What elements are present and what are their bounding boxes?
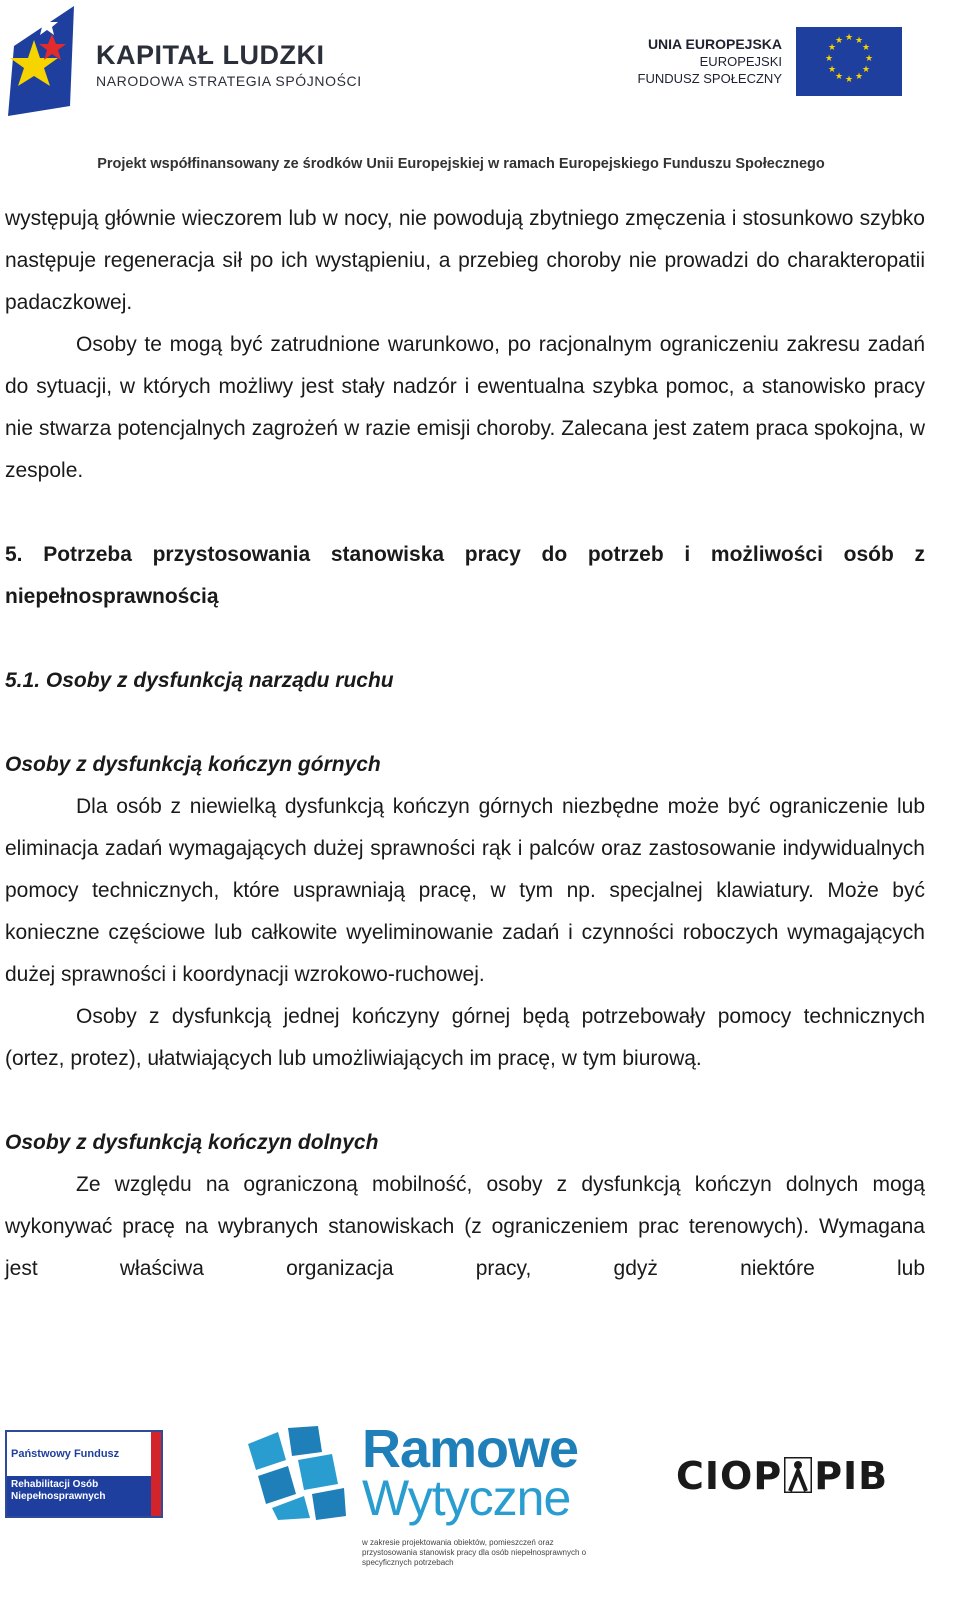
svg-text:★: ★: [827, 43, 837, 53]
page-footer: [0, 1420, 960, 1621]
paragraph-5: Ze względu na ograniczoną mobilność, osoby z dysfunkcją kończyn dolnych mogą wykonywać pracę na wybranych stanowiskach (z ograniczeniem prac terenowych). Wymagana jest właściwa organizacja pracy, gdyż niektóre lub: [5, 1173, 925, 1280]
kapital-ludzki-title: KAPITAŁ LUDZKI: [96, 40, 325, 70]
paragraph-3: Dla osób z niewielką dysfunkcją kończyn górnych niezbędne może być ograniczenie lub eliminacja zadań wymagających dużej sprawności rąk i palców oraz zastosowanie indywidualnych pomocy technicznych, które usprawniają pracę, w tym np. specjalnej klawiatury. Może być konieczne częściowe lub całkowite wyeliminowanie zadań i czynności roboczych wymagających dużej sprawności i koordynacji wzrokowo-ruchowej.: [5, 795, 925, 986]
pfron-line-1: Państwowy Fundusz: [11, 1448, 120, 1460]
eu-line-2: EUROPEJSKI: [699, 54, 782, 69]
eu-line-1: UNIA EUROPEJSKA: [647, 36, 782, 52]
subheading-lower-limbs: Osoby z dysfunkcją kończyn dolnych: [5, 1131, 379, 1154]
svg-text:★: ★: [844, 33, 854, 43]
svg-text:★: ★: [834, 36, 844, 46]
svg-text:★: ★: [834, 72, 844, 82]
section-heading-5: 5. Potrzeba przystosowania stanowiska pracy do potrzeb i możliwości osób z niepełnosprawnością: [5, 543, 925, 608]
svg-text:★: ★: [864, 54, 874, 64]
document-body: [5, 198, 925, 1290]
svg-text:★: ★: [861, 65, 871, 75]
ciop-text: CIOP: [676, 1454, 783, 1498]
page-header: [0, 0, 960, 190]
svg-text:★: ★: [844, 75, 854, 85]
section-heading-5-1: 5.1. Osoby z dysfunkcją narządu ruchu: [5, 669, 394, 692]
ramowe-wytyczne-caption: w zakresie projektowania obiektów, pomieszczeń oraz przystosowania stanowisk pracy dla osób niepełnosprawnych o specyficznych potrzebach: [362, 1538, 587, 1567]
ciop-pib-logo: [676, 1454, 888, 1498]
pib-text: PIB: [814, 1454, 889, 1498]
kapital-ludzki-logo: [4, 6, 76, 116]
svg-text:★: ★: [854, 36, 864, 46]
kapital-ludzki-subtitle: NARODOWA STRATEGIA SPÓJNOŚCI: [96, 73, 362, 89]
person-icon: [784, 1457, 812, 1493]
cofinancing-note: Projekt współfinansowany ze środków Unii Europejskiej w ramach Europejskiego Funduszu Społecznego: [97, 156, 825, 172]
svg-text:★: ★: [824, 54, 834, 64]
pfron-line-2: Rehabilitacji Osób: [11, 1479, 99, 1490]
eu-line-3: FUNDUSZ SPOŁECZNY: [637, 71, 782, 86]
svg-text:★: ★: [861, 43, 871, 53]
pfron-line-3: Niepełnosprawnych: [11, 1491, 106, 1502]
ramowe-wytyczne-icon: [248, 1426, 346, 1520]
ramowe-title: Ramowe: [362, 1419, 579, 1479]
paragraph-1: występują głównie wieczorem lub w nocy, nie powodują zbytniego zmęczenia i stosunkowo szybko następuje regeneracja sił po ich wystąpieniu, a przebieg choroby nie prowadzi do charakteropatii padaczkowej.: [5, 207, 925, 314]
eu-flag-icon: [796, 27, 902, 96]
pfron-logo: [5, 1430, 163, 1518]
wytyczne-title: Wytyczne: [362, 1470, 571, 1526]
eu-text: [638, 36, 782, 87]
subheading-upper-limbs: Osoby z dysfunkcją kończyn górnych: [5, 753, 381, 776]
paragraph-4: Osoby z dysfunkcją jednej kończyny górnej będą potrzebowały pomocy technicznych (ortez, protez), ułatwiających lub umożliwiających im pracę, w tym biurową.: [5, 1005, 925, 1070]
kapital-ludzki-text: [96, 40, 362, 90]
svg-text:★: ★: [854, 72, 864, 82]
paragraph-2: Osoby te mogą być zatrudnione warunkowo, po racjonalnym ograniczeniu zakresu zadań do sytuacji, w których możliwy jest stały nadzór i ewentualna szybka pomoc, a stanowisko pracy nie stwarza potencjalnych zagrożeń w razie emisji choroby. Zalecana jest zatem praca spokojna, w zespole.: [5, 333, 925, 482]
pfron-text: [11, 1479, 105, 1503]
svg-text:★: ★: [827, 65, 837, 75]
